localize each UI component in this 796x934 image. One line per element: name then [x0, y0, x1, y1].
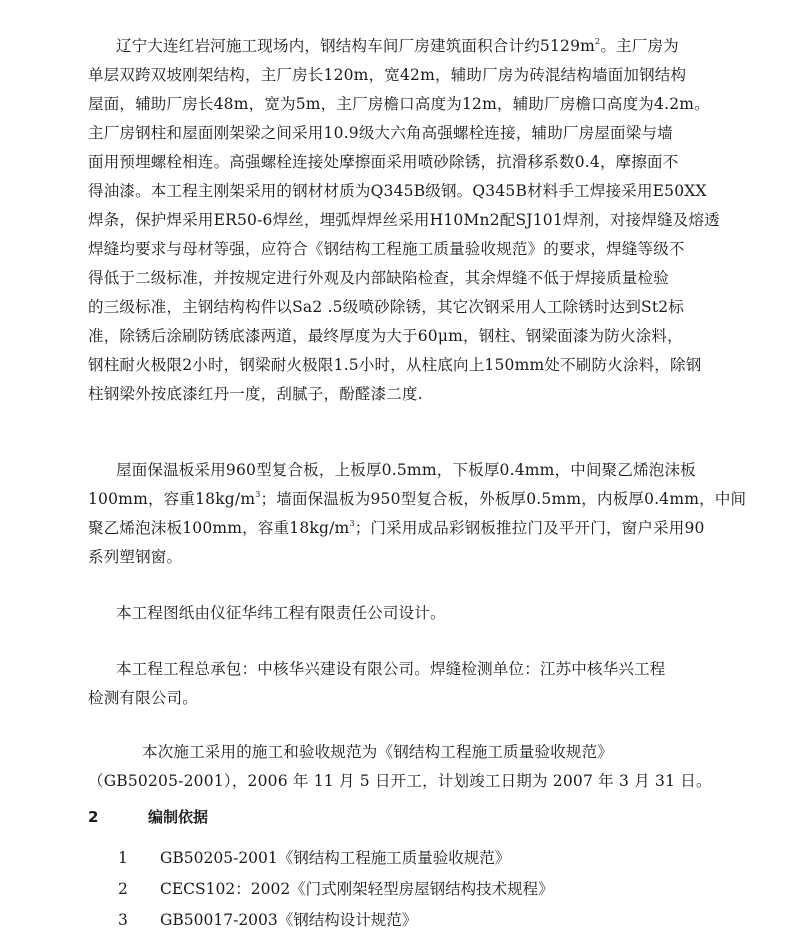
- text-line: 的三级标准，主钢结构构件以Sa2 .5级喷砂除锈，其它次钢采用人工除锈时达到St2标: [88, 298, 685, 316]
- text-line: 得低于二级标准，并按规定进行外观及内部缺陷检查，其余焊缝不低于焊接质量检验: [88, 269, 669, 287]
- list-item-text: CECS102：2002《门式刚架轻型房屋钢结构技术规程》: [160, 880, 554, 898]
- section-title: 编制依据: [148, 808, 209, 826]
- text-line: 检测有限公司。: [88, 689, 198, 707]
- text-line: 柱钢梁外按底漆红丹一度，刮腻子，酚醛漆二度.: [88, 385, 423, 403]
- text-line: 屋面，辅助厂房长48m，宽为5m，主厂房檐口高度为12m，辅助厂房檐口高度为4.2m。: [88, 95, 710, 113]
- list-item-number: 2: [118, 880, 128, 898]
- text-line: 100mm，容重$18kg/m^3$；墙面保温板为950型复合板，外板厚0.5mm，内板厚0.4mm，中间: [88, 490, 747, 508]
- text-line: 得油漆。本工程主刚架采用的钢材材质为Q345B级钢。Q345B材料手工焊接采用E50XX: [88, 182, 707, 200]
- text-line: 焊缝均要求与母材等强，应符合《钢结构工程施工质量验收规范》的要求，焊缝等级不: [88, 240, 685, 258]
- text-line: 本次施工采用的施工和验收规范为《钢结构工程施工质量验收规范》: [142, 743, 614, 761]
- text-line: 本工程工程总承包：中核华兴建设有限公司。焊缝检测单位：江苏中核华兴工程: [116, 660, 666, 678]
- text-line: 准，除锈后涂刷防锈底漆两道，最终厚度为大于60μm，钢柱、钢梁面漆为防火涂料，: [88, 327, 683, 345]
- text-line: 本工程图纸由仪征华纬工程有限责任公司设计。: [116, 604, 446, 622]
- text-line: 主厂房钢柱和屋面刚架梁之间采用10.9级大六角高强螺栓连接，辅助厂房屋面梁与墙: [88, 124, 673, 142]
- text-line: 钢柱耐火极限2小时，钢梁耐火极限1.5小时，从柱底向上150mm处不刷防火涂料，除钢: [88, 356, 702, 374]
- text-line: 单层双跨双坡刚架结构，主厂房长120m，宽42m，辅助厂房为砖混结构墙面加钢结构: [88, 66, 687, 84]
- text-line: 系列塑钢窗。: [88, 548, 183, 566]
- list-item-text: GB50205-2001《钢结构工程施工质量验收规范》: [160, 849, 511, 867]
- text-line: 辽宁大连红岩河施工现场内，钢结构车间厂房建筑面积合计约$5129m^2$。主厂房为: [116, 37, 679, 55]
- text-line: 屋面保温板采用960型复合板，上板厚0.5mm，下板厚0.4mm，中间聚乙烯泡沫板: [116, 461, 696, 479]
- text-line: 面用预埋螺栓相连。高强螺栓连接处摩擦面采用喷砂除锈，抗滑移系数0.4，摩擦面不: [88, 153, 679, 171]
- list-item-number: 1: [118, 849, 128, 867]
- list-item-number: 3: [118, 911, 128, 929]
- text-line: 聚乙烯泡沫板100mm，容重$18kg/m^3$；门采用成品彩钢板推拉门及平开门，窗户采用90: [88, 519, 705, 537]
- section-number: 2: [88, 808, 99, 826]
- text-line: 焊条，保护焊采用ER50-6焊丝，埋弧焊焊丝采用H10Mn2配SJ101焊剂，对接焊缝及熔透: [88, 211, 720, 229]
- text-line: （GB50205-2001），2006 年 11 月 5 日开工，计划竣工日期为 2007 年 3 月 31 日。: [88, 772, 712, 790]
- list-item-text: GB50017-2003《钢结构设计规范》: [160, 911, 418, 929]
